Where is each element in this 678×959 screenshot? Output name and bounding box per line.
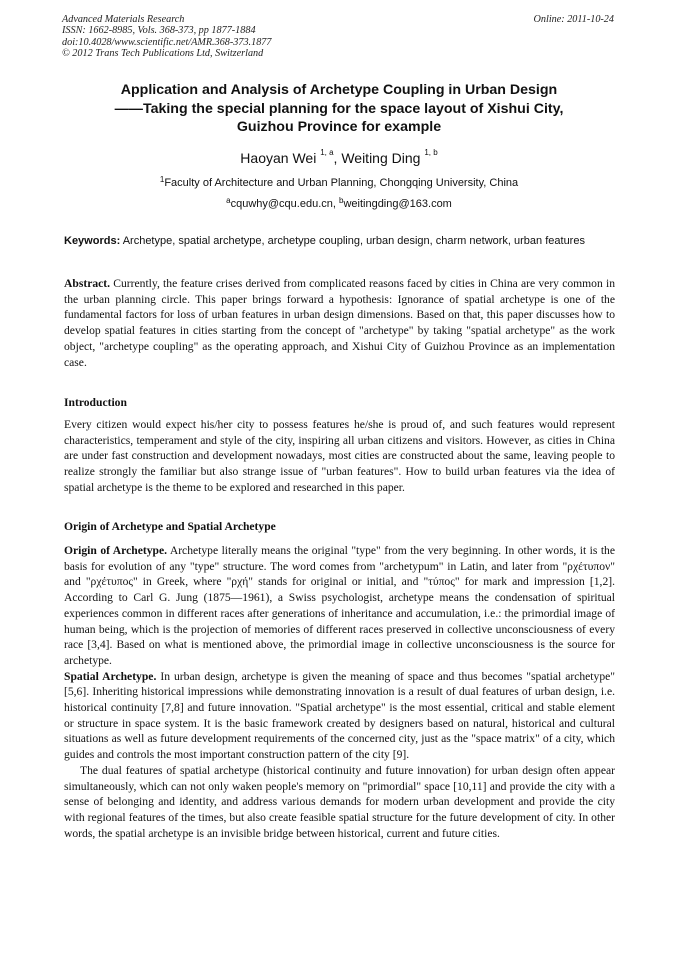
keywords-text: Archetype, spatial archetype, archetype coupling, urban design, charm network, urban features — [120, 235, 585, 247]
title-line-1: Application and Analysis of Archetype Coupling in Urban Design — [120, 82, 558, 98]
author-emails — [60, 198, 618, 210]
author-list — [60, 150, 618, 166]
spatial-archetype-text: In urban design, archetype is given the meaning of space and thus becomes "spatial archetype" [5,6]. Inheriting historical impressions while demonstrating innovation is a result of dual features of urban design, i.e. historical continuity [7,8] and future innovation. "Spatial archetype" is the most essential, critical and stable element or structure in space system. It is the basic framework created by designers based on natural, historical and cultural situations as well as future development requirements of the concerned city, just as the "space matrix" of a city, which guides and controls the most important construction pattern of the city [9]. — [64, 669, 616, 762]
paper-title — [60, 81, 618, 137]
author-1: Haoyan Wei — [240, 150, 317, 166]
author-1-affil: 1, a — [320, 148, 334, 157]
dual-features-paragraph: The dual features of spatial archetype (historical continuity and future innovation) for urban design often appear simultaneously, which can not only waken people's memory on "primordial" space [10,11] and provide the city with a sense of belonging and identity, and address various demands for modern urban development and provide the city with regional features of the times, but also create feasible spatial structure for the future development of city. In other words, the spatial archetype is an invisible bridge between historical, current and future cities. — [64, 763, 615, 840]
origin-section-heading: Origin of Archetype and Spatial Archetype — [64, 520, 276, 533]
author-separator: , — [333, 150, 342, 166]
introduction-heading: Introduction — [64, 396, 127, 409]
spatial-archetype-paragraph — [64, 669, 615, 763]
title-line-3: Guizhou Province for example — [236, 119, 442, 136]
affiliation — [60, 177, 618, 189]
abstract — [64, 276, 615, 370]
abstract-label: Abstract. — [64, 277, 111, 290]
email-b-marker: b — [339, 196, 344, 205]
origin-label: Origin of Archetype. — [64, 544, 167, 557]
email-a: cquwhy@cqu.edu.cn, — [230, 198, 339, 210]
origin-text: Archetype literally means the original "type" from the very beginning. In other words, it is the basis for evolution of any "type" structure. The word comes from "archetypum" in Latin, and later from "ρχέτυπον" and "ρχέτυπος" in Greek, where "ρχή" stands for original or initial, and "τύπος" for mark and impression [1,2]. According to Carl G. Jung (1875—1961), a Swiss psychologist, archetype means the condensation of spiritual experiences common in different races after generations of inheritance and accumulation, i.e.: the primordial image of human being, which is the projection of memories of different races preserved in collective unconsciousness of every race [3,4]. Based on what is mentioned above, the primordial image in collective unconsciousness is the source for archetype. — [64, 544, 615, 667]
author-2-affil: 1, b — [424, 148, 438, 157]
author-2: Weiting Ding — [341, 150, 421, 166]
doi-line: doi:10.4028/www.scientific.net/AMR.368-373.1877 — [62, 36, 272, 48]
online-date: Online: 2011-10-24 — [533, 14, 614, 25]
affiliation-text: Faculty of Architecture and Urban Planning, Chongqing University, China — [164, 177, 519, 189]
spatial-archetype-label: Spatial Archetype. — [64, 669, 157, 683]
origin-paragraph — [64, 543, 615, 669]
keywords — [64, 235, 615, 249]
abstract-text: Currently, the feature crises derived from complicated reasons faced by cities in China are very common in the urban planning circle. This paper brings forward a hypothesis: Ignorance of spatial archetype is one of the fundamental factors for loss of urban features in urban design dimensions. Based on that, this paper discusses how to develop spatial features in cities starting from the concept of "archetype" by taking "spatial archetype" as the work object, "archetype coupling" as the operating approach, and Xishui City of Guizhou Province as an implementation case. — [64, 277, 615, 369]
journal-name: Advanced Materials Research — [62, 14, 185, 25]
copyright-line: © 2012 Trans Tech Publications Ltd, Switzerland — [62, 48, 264, 60]
affiliation-marker: 1 — [159, 175, 165, 184]
keywords-label: Keywords: — [64, 235, 121, 247]
title-line-2: ——Taking the special planning for the space layout of Xishui City, — [114, 100, 564, 117]
journal-header — [62, 14, 271, 60]
issn-line: ISSN: 1662-8985, Vols. 368-373, pp 1877-1884 — [62, 25, 256, 37]
email-a-marker: a — [226, 196, 231, 205]
origin-section-body — [64, 543, 615, 841]
email-b: weitingding@163.com — [343, 198, 452, 210]
introduction-text: Every citizen would expect his/her city to possess features he/she is proud of, and such features would represent characteristics, temperament and style of the city, inspiring all urban citizens and visitors. However, as cities in China are under fast construction and development nowadays, most cities are constructed about the same, leaving people to realize strongly the familiar but also strange issue of "urban features". How to build urban features via the idea of spatial archetype is the theme to be explored and researched in this paper. — [64, 418, 615, 494]
